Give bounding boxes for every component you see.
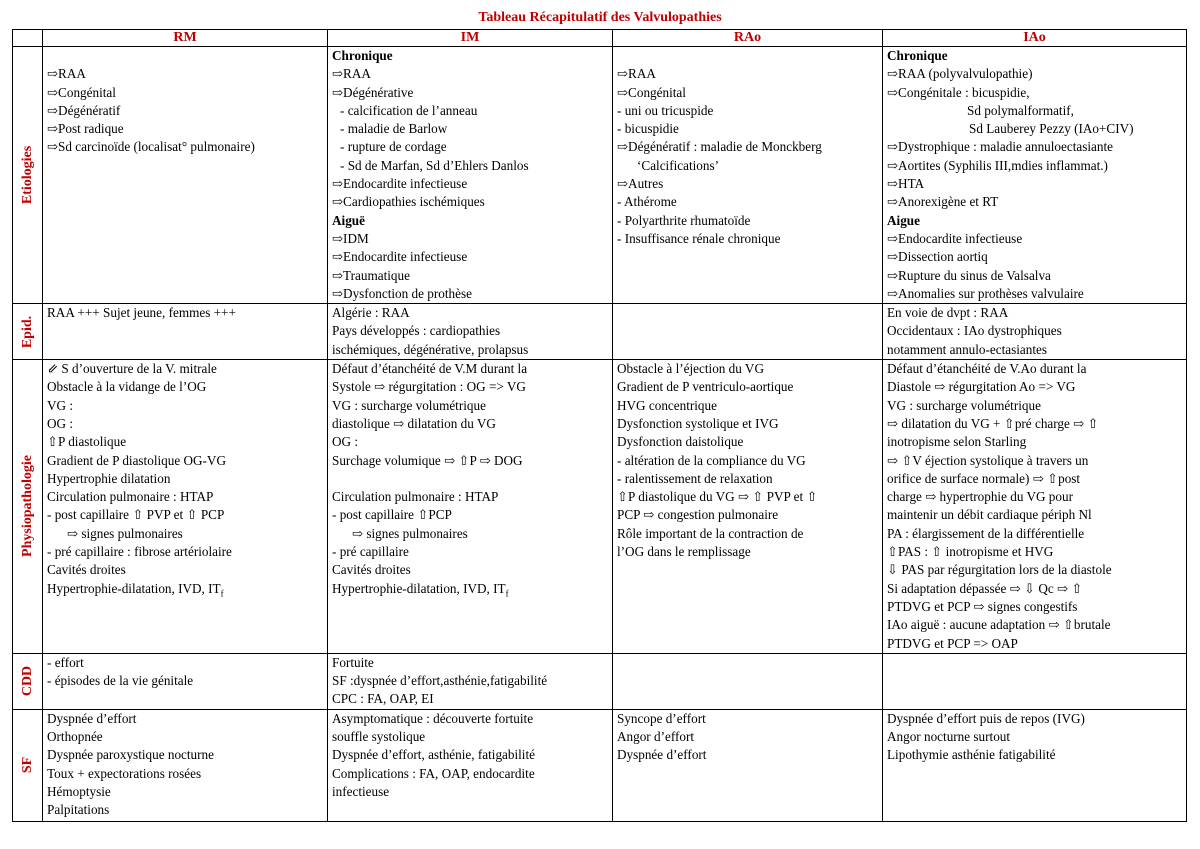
cell-line: PCP ⇨ congestion pulmonaire bbox=[617, 507, 779, 523]
table-row bbox=[13, 709, 1187, 821]
cell-line: En voie de dvpt : RAA bbox=[887, 305, 1009, 321]
cell-line: Diastole ⇨ régurgitation Ao => VG bbox=[887, 379, 1076, 395]
cell-line: inotropisme selon Starling bbox=[887, 434, 1027, 450]
cell-line: CPC : FA, OAP, EI bbox=[332, 691, 434, 707]
cell-line: ⇨Congénital bbox=[617, 84, 686, 100]
table-row bbox=[13, 47, 1187, 304]
cell-line: ⇨IDM bbox=[332, 230, 369, 246]
cell-line: Aigue bbox=[887, 212, 920, 228]
cell-line: HVG concentrique bbox=[617, 397, 717, 413]
cell-line: - Polyarthrite rhumatoïde bbox=[617, 212, 751, 228]
cell-line: PA : élargissement de la différentielle bbox=[887, 525, 1085, 541]
row-label: Etiologies bbox=[19, 145, 35, 205]
cell-iao bbox=[883, 360, 1187, 654]
cell-line: ⇨Sd carcinoïde (localisat° pulmonaire) bbox=[47, 139, 255, 155]
cell-line bbox=[332, 470, 609, 488]
cell-line: - Insuffisance rénale chronique bbox=[617, 230, 781, 246]
cell-line: Algérie : RAA bbox=[332, 305, 410, 321]
cell-line: - Athérome bbox=[617, 194, 677, 210]
cell-rao bbox=[613, 47, 883, 304]
cell-line: ⇨Congénitale : bicuspidie, bbox=[887, 84, 1030, 100]
cell-line: PTDVG et PCP ⇨ signes congestifs bbox=[887, 598, 1078, 614]
cell-line: VG : surcharge volumétrique bbox=[332, 397, 486, 413]
row-label-cell bbox=[13, 360, 43, 654]
row-label: Epid. bbox=[19, 315, 35, 348]
cell-line: Circulation pulmonaire : HTAP bbox=[47, 489, 214, 505]
cell-iao bbox=[883, 653, 1187, 709]
cell-line: ⇨ ⇧V éjection systolique à travers un bbox=[887, 452, 1089, 468]
cell-line: notamment annulo-ectasiantes bbox=[887, 341, 1048, 357]
cell-line: ⇨Cardiopathies ischémiques bbox=[332, 194, 485, 210]
cell-line: Palpitations bbox=[47, 802, 110, 818]
cell-line: ⇨Congénital bbox=[47, 84, 116, 100]
cell-line: - post capillaire ⇧ PVP et ⇧ PCP bbox=[47, 507, 225, 523]
cell-line: OG : bbox=[47, 415, 74, 431]
table-row bbox=[13, 304, 1187, 360]
cell-line: diastolique ⇨ dilatation du VG bbox=[332, 415, 496, 431]
cell-line: maintenir un débit cardiaque périph Nl bbox=[887, 507, 1092, 523]
cell-line: Angor nocturne surtout bbox=[887, 728, 1011, 744]
cell-line: Dyspnée d’effort bbox=[47, 710, 137, 726]
cell-line: PTDVG et PCP => OAP bbox=[887, 635, 1018, 651]
row-label-cell bbox=[13, 709, 43, 821]
cell-line: Défaut d’étanchéité de V.M durant la bbox=[332, 361, 528, 377]
cell-line: ⇨Dystrophique : maladie annuloectasiante bbox=[887, 139, 1114, 155]
cell-line: Défaut d’étanchéité de V.Ao durant la bbox=[887, 361, 1087, 377]
cell-rm bbox=[43, 360, 328, 654]
cell-line: ⇨Dysfonction de prothèse bbox=[332, 285, 472, 301]
cell-line: Orthopnée bbox=[47, 728, 103, 744]
cell-line: ⇨Aortites (Syphilis III,mdies inflammat.) bbox=[887, 157, 1108, 173]
cell-line: - uni ou tricuspide bbox=[617, 102, 714, 118]
cell-line: Cavités droites bbox=[47, 562, 126, 578]
cell-line: Rôle important de la contraction de bbox=[617, 525, 804, 541]
cell-line: - calcification de l’anneau bbox=[340, 102, 478, 118]
cell-line: ⇨Traumatique bbox=[332, 267, 410, 283]
cell-rm bbox=[43, 709, 328, 821]
cell-line: ⇨Dégénératif bbox=[47, 102, 121, 118]
cell-line: Obstacle à l’éjection du VG bbox=[617, 361, 764, 377]
row-label: SF bbox=[19, 757, 35, 774]
cell-line: ⇧P diastolique bbox=[47, 434, 127, 450]
cell-line: Aiguë bbox=[332, 212, 365, 228]
column-header-rao: RAo bbox=[613, 30, 883, 47]
cell-line: ⇨Dégénératif : maladie de Monckberg bbox=[617, 139, 822, 155]
valvulopathies-table bbox=[12, 29, 1187, 822]
cell-line: - maladie de Barlow bbox=[340, 121, 448, 137]
cell-line bbox=[617, 47, 879, 65]
cell-line: ⇨Anorexigène et RT bbox=[887, 194, 999, 210]
cell-line: ⇩ PAS par régurgitation lors de la diastole bbox=[887, 562, 1112, 578]
cell-line: Dyspnée paroxystique nocturne bbox=[47, 747, 214, 763]
cell-rm bbox=[43, 653, 328, 709]
cell-line: Dyspnée d’effort, asthénie, fatigabilité bbox=[332, 747, 535, 763]
cell-line: ⇙ S d’ouverture de la V. mitrale bbox=[47, 361, 217, 377]
cell-iao bbox=[883, 304, 1187, 360]
row-label-cell bbox=[13, 653, 43, 709]
column-header-im: IM bbox=[328, 30, 613, 47]
cell-line: - effort bbox=[47, 654, 84, 670]
cell-line: - post capillaire ⇧PCP bbox=[332, 507, 452, 523]
row-label-cell bbox=[13, 304, 43, 360]
cell-line: Complications : FA, OAP, endocardite bbox=[332, 765, 535, 781]
cell-line: Lipothymie asthénie fatigabilité bbox=[887, 747, 1056, 763]
cell-im bbox=[328, 653, 613, 709]
cell-line: Chronique bbox=[887, 48, 948, 63]
table-row bbox=[13, 653, 1187, 709]
cell-line: - pré capillaire : fibrose artériolaire bbox=[47, 544, 232, 560]
cell-line: Si adaptation dépassée ⇨ ⇩ Qc ⇨ ⇧ bbox=[887, 580, 1083, 596]
cell-line: Cavités droites bbox=[332, 562, 411, 578]
cell-line: ⇨Autres bbox=[617, 176, 664, 192]
cell-line: Syncope d’effort bbox=[617, 710, 706, 726]
column-header-iao: IAo bbox=[883, 30, 1187, 47]
cell-line: - altération de la compliance du VG bbox=[617, 452, 806, 468]
cell-line: ⇨Dégénérative bbox=[332, 84, 414, 100]
cell-line: ischémiques, dégénérative, prolapsus bbox=[332, 341, 529, 357]
cell-line: infectieuse bbox=[332, 783, 390, 799]
cell-line: Toux + expectorations rosées bbox=[47, 765, 202, 781]
table-row bbox=[13, 360, 1187, 654]
cell-line: ⇨ dilatation du VG + ⇧pré charge ⇨ ⇧ bbox=[887, 415, 1099, 431]
cell-line: Circulation pulmonaire : HTAP bbox=[332, 489, 499, 505]
cell-im bbox=[328, 47, 613, 304]
cell-line: Gradient de P diastolique OG-VG bbox=[47, 452, 226, 468]
cell-iao bbox=[883, 709, 1187, 821]
cell-line: ⇨RAA bbox=[332, 66, 371, 82]
cell-rm bbox=[43, 304, 328, 360]
cell-line: Surchage volumique ⇨ ⇧P ⇨ DOG bbox=[332, 452, 523, 468]
cell-line: l’OG dans le remplissage bbox=[617, 544, 751, 560]
cell-line: ⇨HTA bbox=[887, 176, 925, 192]
cell-line: Angor d’effort bbox=[617, 728, 695, 744]
cell-line: - rupture de cordage bbox=[340, 139, 447, 155]
cell-line: ⇨ signes pulmonaires bbox=[67, 525, 183, 541]
cell-line: ‘Calcifications’ bbox=[637, 157, 720, 173]
cell-line: Asymptomatique : découverte fortuite bbox=[332, 710, 534, 726]
cell-line: orifice de surface normale) ⇨ ⇧post bbox=[887, 470, 1081, 486]
row-label: CDD bbox=[19, 666, 35, 697]
cell-line: Hypertrophie dilatation bbox=[47, 470, 171, 486]
cell-line: - bicuspidie bbox=[617, 121, 679, 137]
cell-line: ⇨Post radique bbox=[47, 121, 124, 137]
cell-line: ⇨Endocardite infectieuse bbox=[332, 249, 468, 265]
cell-line: ⇨RAA bbox=[47, 66, 86, 82]
cell-line: ⇧P diastolique du VG ⇨ ⇧ PVP et ⇧ bbox=[617, 489, 818, 505]
cell-line: Gradient de P ventriculo-aortique bbox=[617, 379, 794, 395]
header-row bbox=[13, 30, 1187, 47]
cell-im bbox=[328, 360, 613, 654]
cell-line: - épisodes de la vie génitale bbox=[47, 673, 194, 689]
row-label: Physiopathologie bbox=[19, 455, 35, 558]
cell-line: Fortuite bbox=[332, 654, 374, 670]
cell-line: IAo aiguë : aucune adaptation ⇨ ⇧brutale bbox=[887, 617, 1111, 633]
cell-line: Hémoptysie bbox=[47, 783, 111, 799]
cell-line: Obstacle à la vidange de l’OG bbox=[47, 379, 207, 395]
cell-line: ⇨RAA (polyvalvulopathie) bbox=[887, 66, 1033, 82]
cell-line: souffle systolique bbox=[332, 728, 426, 744]
cell-line: ⇧PAS : ⇧ inotropisme et HVG bbox=[887, 544, 1054, 560]
row-label-cell bbox=[13, 47, 43, 304]
cell-line: ⇨Endocardite infectieuse bbox=[332, 176, 468, 192]
cell-line: ⇨ signes pulmonaires bbox=[352, 525, 468, 541]
cell-line: ⇨RAA bbox=[617, 66, 656, 82]
cell-line: RAA +++ Sujet jeune, femmes +++ bbox=[47, 305, 236, 321]
cell-line: ⇨Dissection aortiq bbox=[887, 249, 988, 265]
cell-line: - Sd de Marfan, Sd d’Ehlers Danlos bbox=[340, 157, 529, 173]
cell-line: VG : bbox=[47, 397, 74, 413]
cell-line: Sd polymalformatif, bbox=[967, 102, 1074, 118]
cell-line: Dyspnée d’effort puis de repos (IVG) bbox=[887, 710, 1085, 726]
cell-rao bbox=[613, 304, 883, 360]
cell-line: charge ⇨ hypertrophie du VG pour bbox=[887, 489, 1073, 505]
cell-rm bbox=[43, 47, 328, 304]
cell-line: VG : surcharge volumétrique bbox=[887, 397, 1041, 413]
cell-line: SF :dyspnée d’effort,asthénie,fatigabilité bbox=[332, 673, 548, 689]
document-title: Tableau Récapitulatif des Valvulopathies bbox=[478, 10, 722, 25]
cell-line: - ralentissement de relaxation bbox=[617, 470, 773, 486]
cell-im bbox=[328, 709, 613, 821]
cell-line: Hypertrophie-dilatation, IVD, $IT_f$ bbox=[332, 580, 509, 599]
cell-line: ⇨Endocardite infectieuse bbox=[887, 230, 1023, 246]
cell-line: Occidentaux : IAo dystrophiques bbox=[887, 323, 1062, 339]
cell-line: Systole ⇨ régurgitation : OG => VG bbox=[332, 379, 526, 395]
cell-line: - pré capillaire bbox=[332, 544, 409, 560]
cell-line: OG : bbox=[332, 434, 359, 450]
cell-line: Hypertrophie-dilatation, IVD, $IT_f$ bbox=[47, 580, 224, 599]
cell-rao bbox=[613, 709, 883, 821]
cell-line: Sd Lauberey Pezzy (IAo+CIV) bbox=[969, 121, 1134, 137]
cell-rao bbox=[613, 360, 883, 654]
cell-line: ⇨Rupture du sinus de Valsalva bbox=[887, 267, 1051, 283]
cell-line: Dyspnée d’effort bbox=[617, 747, 707, 763]
cell-line: Dysfonction systolique et IVG bbox=[617, 415, 779, 431]
cell-line: ⇨Anomalies sur prothèses valvulaire bbox=[887, 285, 1084, 301]
cell-line: Dysfonction daistolique bbox=[617, 434, 744, 450]
cell-rao bbox=[613, 653, 883, 709]
column-header-rm: RM bbox=[43, 30, 328, 47]
cell-line: Pays développés : cardiopathies bbox=[332, 323, 501, 339]
cell-iao bbox=[883, 47, 1187, 304]
corner-cell bbox=[13, 30, 43, 47]
cell-im bbox=[328, 304, 613, 360]
cell-line bbox=[47, 47, 324, 65]
cell-line: Chronique bbox=[332, 48, 393, 63]
